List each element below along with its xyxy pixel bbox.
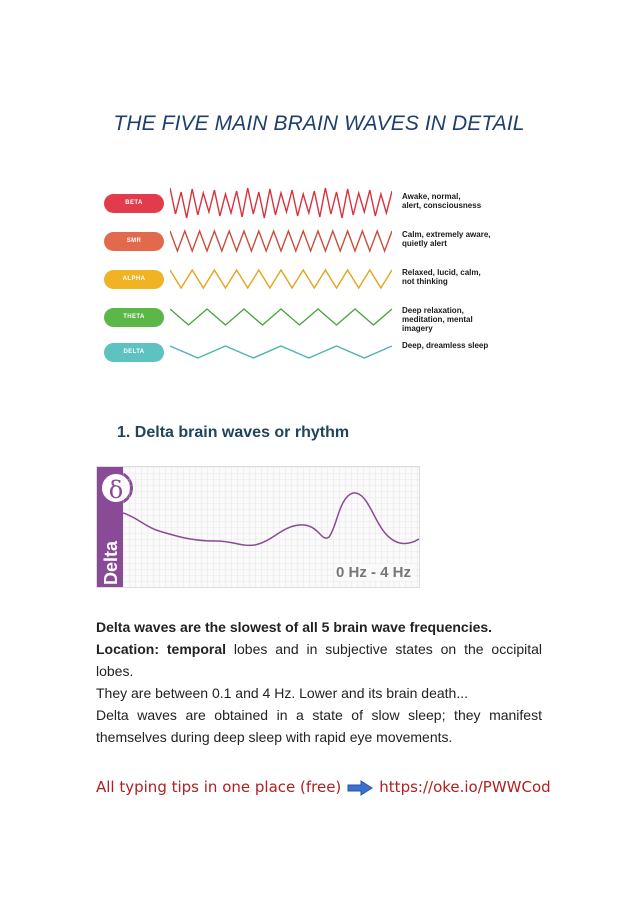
wave-desc-smr	[402, 230, 540, 248]
wave-desc-delta	[402, 341, 540, 350]
wave-desc-beta	[402, 192, 540, 210]
body-line-intro: Delta waves are the slowest of all 5 brain wave frequencies.	[96, 619, 493, 635]
wave-desc-line: Deep, dreamless sleep	[402, 341, 489, 350]
wave-desc-line: alert, consciousness	[402, 201, 482, 210]
wave-row-theta	[100, 300, 540, 334]
beta-wave-icon	[170, 186, 392, 220]
wave-desc-theta	[402, 306, 540, 333]
wave-desc-line: not thinking	[402, 277, 448, 286]
wave-desc-line: meditation, mental	[402, 315, 473, 324]
body-line-sleep: Delta waves are obtained in a state of slow sleep; they manifest themselves during deep sleep with rapid eye movements.	[96, 707, 542, 745]
smr-wave-icon	[170, 224, 392, 258]
arrow-right-icon	[347, 780, 373, 796]
wave-row-delta	[100, 335, 540, 369]
wave-desc-alpha	[402, 268, 540, 286]
delta-wave-figure	[96, 466, 420, 588]
wave-desc-line: Relaxed, lucid, calm,	[402, 268, 481, 277]
location-label: Location:	[96, 641, 159, 657]
body-text	[96, 616, 542, 748]
wave-pill-beta: BETA	[104, 194, 164, 213]
promo-text: All typing tips in one place (free)	[96, 778, 342, 796]
wave-desc-line: Awake, normal,	[402, 192, 461, 201]
section-heading: 1. Delta brain waves or rhythm	[117, 424, 350, 441]
alpha-wave-icon	[170, 262, 392, 296]
delta-side-label: Delta	[101, 540, 121, 585]
location-bold: temporal	[166, 641, 227, 657]
location-rest: lobes and in subjective states on the occipital lobes.	[96, 641, 543, 679]
delta-symbol-icon: δ	[99, 471, 133, 505]
brain-waves-infographic	[100, 182, 540, 372]
promo-link[interactable]: https://oke.io/PWWCod	[379, 778, 551, 796]
wave-pill-smr: SMR	[104, 232, 164, 251]
wave-desc-line: Calm, extremely aware,	[402, 230, 491, 239]
theta-wave-icon	[170, 300, 392, 334]
delta-frequency-range: 0 Hz - 4 Hz	[335, 564, 411, 581]
wave-desc-line: imagery	[402, 324, 433, 333]
body-line-range: They are between 0.1 and 4 Hz. Lower and its brain death...	[96, 685, 469, 701]
wave-desc-line: quietly alert	[402, 239, 447, 248]
wave-row-beta	[100, 186, 540, 220]
wave-pill-theta: THETA	[104, 308, 164, 327]
wave-row-alpha	[100, 262, 540, 296]
promo-line	[96, 778, 551, 796]
wave-pill-alpha: ALPHA	[104, 270, 164, 289]
wave-row-smr	[100, 224, 540, 258]
wave-pill-delta: DELTA	[104, 343, 164, 362]
page-title: THE FIVE MAIN BRAIN WAVES IN DETAIL	[113, 112, 525, 135]
wave-desc-line: Deep relaxation,	[402, 306, 464, 315]
delta-wave-icon	[170, 335, 392, 369]
body-line-location	[96, 638, 542, 682]
